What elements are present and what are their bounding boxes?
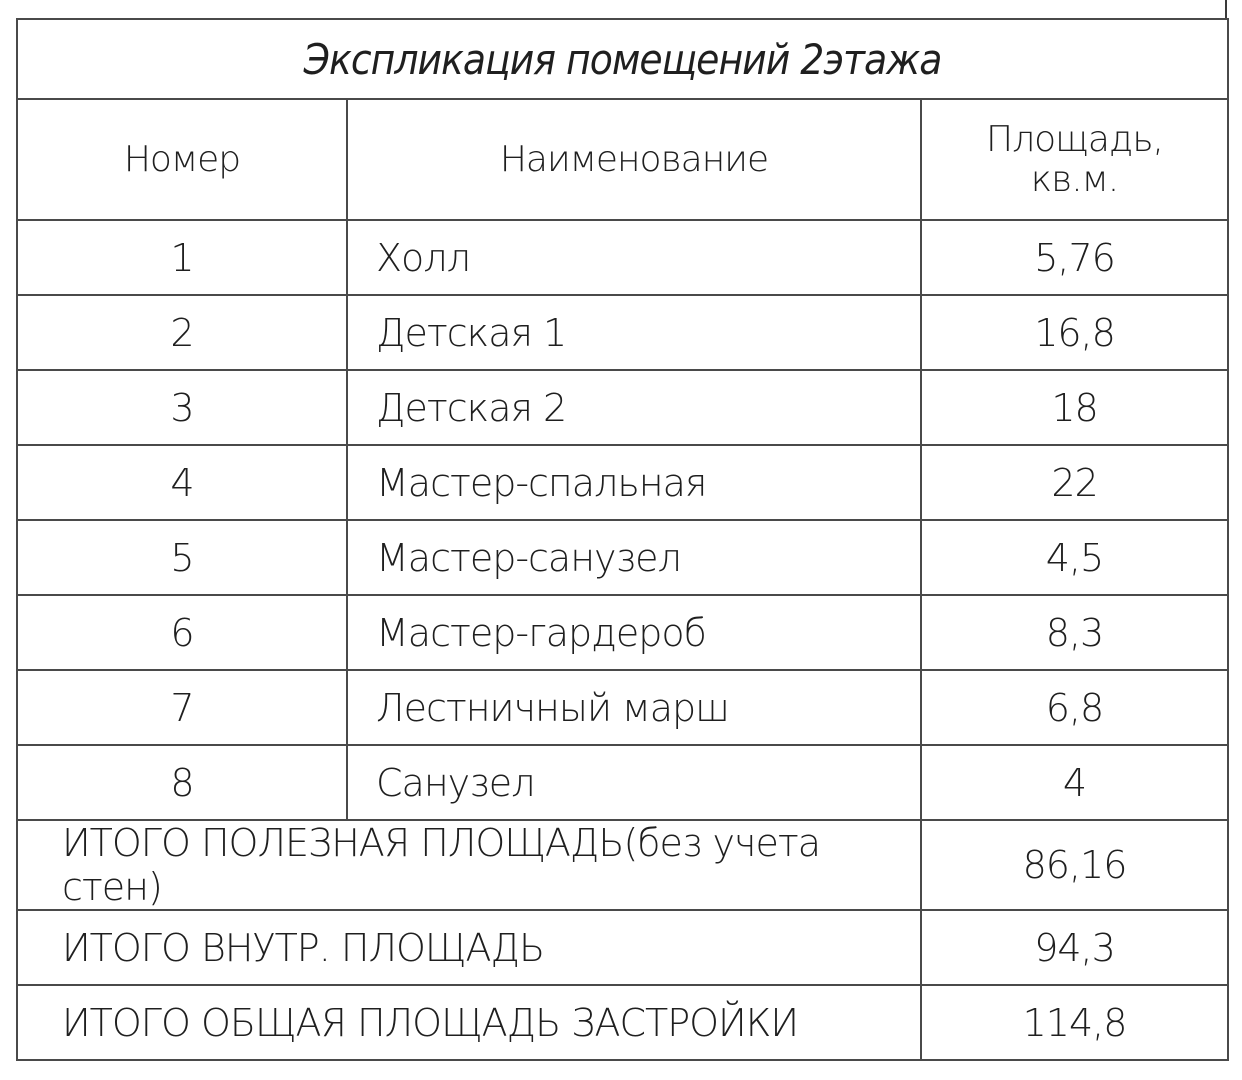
table-row [17,520,1228,595]
total-value: 94,3 [921,910,1228,985]
total-row [17,985,1228,1060]
header-row [17,99,1228,220]
room-area: 6,8 [921,670,1228,745]
total-label: ИТОГО ПОЛЕЗНАЯ ПЛОЩАДЬ(без учета стен) [17,820,921,910]
room-name: Холл [347,220,921,295]
table-row [17,745,1228,820]
header-area-line2: кв.м. [1030,158,1119,200]
room-name: Лестничный марш [347,670,921,745]
room-number: 4 [17,445,347,520]
room-name: Мастер-санузел [347,520,921,595]
room-area: 4,5 [921,520,1228,595]
header-area-line1: Площадь, [986,118,1163,160]
header-area [921,99,1228,220]
total-row [17,910,1228,985]
table-row [17,220,1228,295]
room-area: 22 [921,445,1228,520]
room-name: Детская 2 [347,370,921,445]
room-area: 18 [921,370,1228,445]
table-row [17,670,1228,745]
title-row [17,19,1228,99]
room-number: 2 [17,295,347,370]
room-area: 5,76 [921,220,1228,295]
header-name: Наименование [347,99,921,220]
room-name: Детская 1 [347,295,921,370]
table-title: Экспликация помещений 2этажа [17,19,1228,99]
table-row [17,595,1228,670]
room-name: Мастер-гардероб [347,595,921,670]
total-value: 86,16 [921,820,1228,910]
table-row [17,295,1228,370]
room-explication-table [16,18,1229,1061]
room-number: 1 [17,220,347,295]
table-row [17,445,1228,520]
table-row [17,370,1228,445]
room-area: 4 [921,745,1228,820]
room-area: 16,8 [921,295,1228,370]
room-number: 3 [17,370,347,445]
total-row [17,820,1228,910]
room-name: Санузел [347,745,921,820]
frame-border-line [1225,0,1227,18]
total-value: 114,8 [921,985,1228,1060]
header-number: Номер [17,99,347,220]
total-label: ИТОГО ОБЩАЯ ПЛОЩАДЬ ЗАСТРОЙКИ [17,985,921,1060]
room-number: 7 [17,670,347,745]
room-number: 5 [17,520,347,595]
room-number: 8 [17,745,347,820]
total-label: ИТОГО ВНУТР. ПЛОЩАДЬ [17,910,921,985]
room-area: 8,3 [921,595,1228,670]
room-number: 6 [17,595,347,670]
room-name: Мастер-спальная [347,445,921,520]
